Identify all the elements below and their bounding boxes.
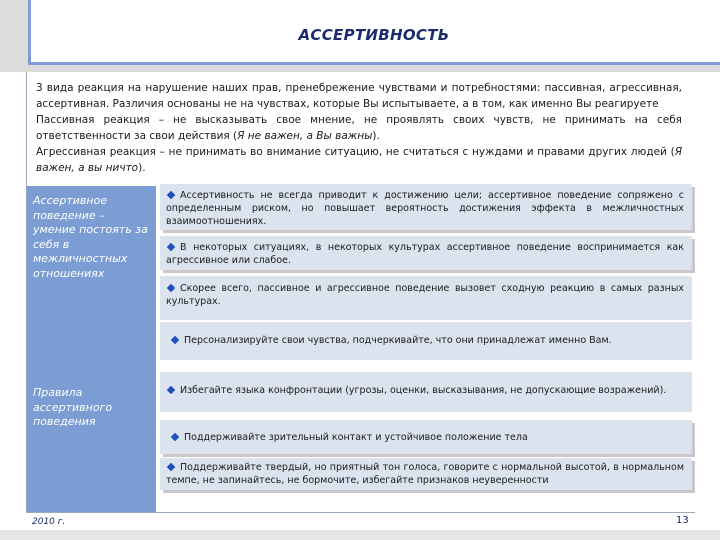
- page-number: 13: [676, 515, 689, 526]
- intro-paragraph-1: 3 вида реакция на нарушение наших прав, пренебрежение чувствами и потребностями: пассивная, агрессивная, ассертивная. Различия основаны не на чувствах, которые Вы испытываете, а в том, как именно Вы реагируете: [36, 82, 682, 110]
- list-item: Поддерживайте зрительный контакт и устойчивое положение тела: [160, 420, 692, 454]
- diamond-bullet-icon: [167, 243, 175, 251]
- footer-band: [0, 530, 720, 540]
- list-item: Избегайте языка конфронтации (угрозы, оценки, высказывания, не допускающие возражений).: [160, 372, 692, 412]
- page-title: АССЕРТИВНОСТЬ: [298, 26, 450, 44]
- diamond-bullet-icon: [171, 336, 179, 344]
- assertive-behavior-label: Ассертивное поведение – умение постоять за себя в межличностных отношениях: [27, 186, 156, 322]
- list-item: Персонализируйте свои чувства, подчеркивайте, что они принадлежат именно Вам.: [160, 322, 692, 360]
- intro-text: [36, 80, 682, 176]
- footer-year: 2010 г.: [32, 517, 66, 527]
- intro-paragraph-passive: Пассивная реакция – не высказывать свое мнение, не проявлять своих чувств, не принимать на себя ответственности за свои действия (Я не важен, а Вы важны).: [36, 114, 682, 142]
- list-item: Поддерживайте твердый, но приятный тон голоса, говорите с нормальной высотой, в нормальном темпе, не запинайтесь, не бормочите, избегайте признаков неуверенности: [160, 458, 692, 490]
- list-item: Ассертивность не всегда приводит к достижению цели; ассертивное поведение сопряжено с определенным риском, но повышает вероятность достижения эффекта в межличностных взаимоотношениях.: [160, 184, 692, 230]
- diamond-bullet-icon: [171, 433, 179, 441]
- list-item: Скорее всего, пассивное и агрессивное поведение вызовет сходную реакцию в самых разных культурах.: [160, 276, 692, 320]
- assertive-rules-label: Правила ассертивного поведения: [27, 322, 156, 512]
- diamond-bullet-icon: [167, 191, 175, 199]
- intro-paragraph-aggressive: Агрессивная реакция – не принимать во внимание ситуацию, не считаться с нуждами и правами других людей (Я важен, а вы ничто).: [36, 146, 682, 174]
- diamond-bullet-icon: [167, 284, 175, 292]
- list-item: В некоторых ситуациях, в некоторых культурах ассертивное поведение воспринимается как агрессивное или слабое.: [160, 236, 692, 270]
- diamond-bullet-icon: [167, 463, 175, 471]
- diamond-bullet-icon: [167, 386, 175, 394]
